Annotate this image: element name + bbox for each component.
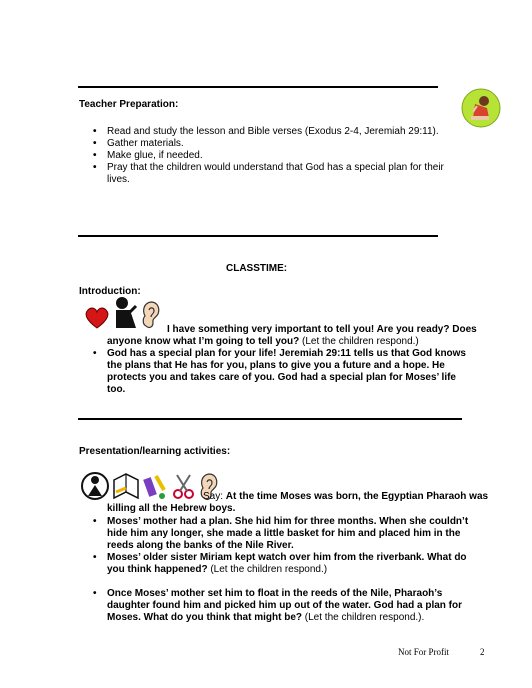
page-number: 2 [480,647,485,657]
list-item: • Pray that the children would understand that God has a special plan for their lives. [79,162,459,186]
list-item: • Moses’ older sister Miriam kept watch over him from the riverbank. What do you think happened? (Let the children respond.) [79,552,474,576]
footer-text: Not For Profit [398,647,450,657]
top-divider [78,86,438,88]
section-divider [78,235,438,237]
intro-list [79,348,474,396]
teacher-prep-list [79,126,459,186]
list-item: • Once Moses’ mother set him to float in the reeds of the Nile, Pharaoh’s daughter found him and picked him up out of the water. God had a plan for Moses. What do you think that might be? (Let the children respond.). [79,588,474,624]
list-item: • Moses’ mother had a plan. She hid him for three months. When she couldn’t hide him any longer, she made a little basket for him and placed him in the reeds along the banks of the Nile River. [79,516,474,552]
list-item: • Make glue, if needed. [79,150,459,162]
list-item: • God has a special plan for your life! Jeremiah 29:11 tells us that God knows the plans that He has for you, plans to give you a future and a hope. He protects you and takes care of you. God had a special plan for Moses’ life too. [79,348,474,396]
teacher-prep-heading: Teacher Preparation: [79,99,179,110]
introduction-heading: Introduction: [79,286,141,297]
intro-lead: I have something very important to tell you! Are you ready? Does anyone know what I’m going to tell you? (Let the children respond.) [107,324,477,347]
list-item: • Read and study the lesson and Bible verses (Exodus 2-4, Jeremiah 29:11). [79,126,459,138]
presentation-heading: Presentation/learning activities: [79,446,231,457]
section-divider [78,418,462,420]
presentation-lead: Say: At the time Moses was born, the Egyptian Pharaoh was killing all the Hebrew boys. [107,491,489,514]
prayer-circle-icon [80,470,110,502]
list-item: • Gather materials. [79,138,459,150]
presentation-list [79,516,474,624]
classtime-heading: CLASSTIME: [226,263,288,274]
praying-child-icon [461,88,501,128]
